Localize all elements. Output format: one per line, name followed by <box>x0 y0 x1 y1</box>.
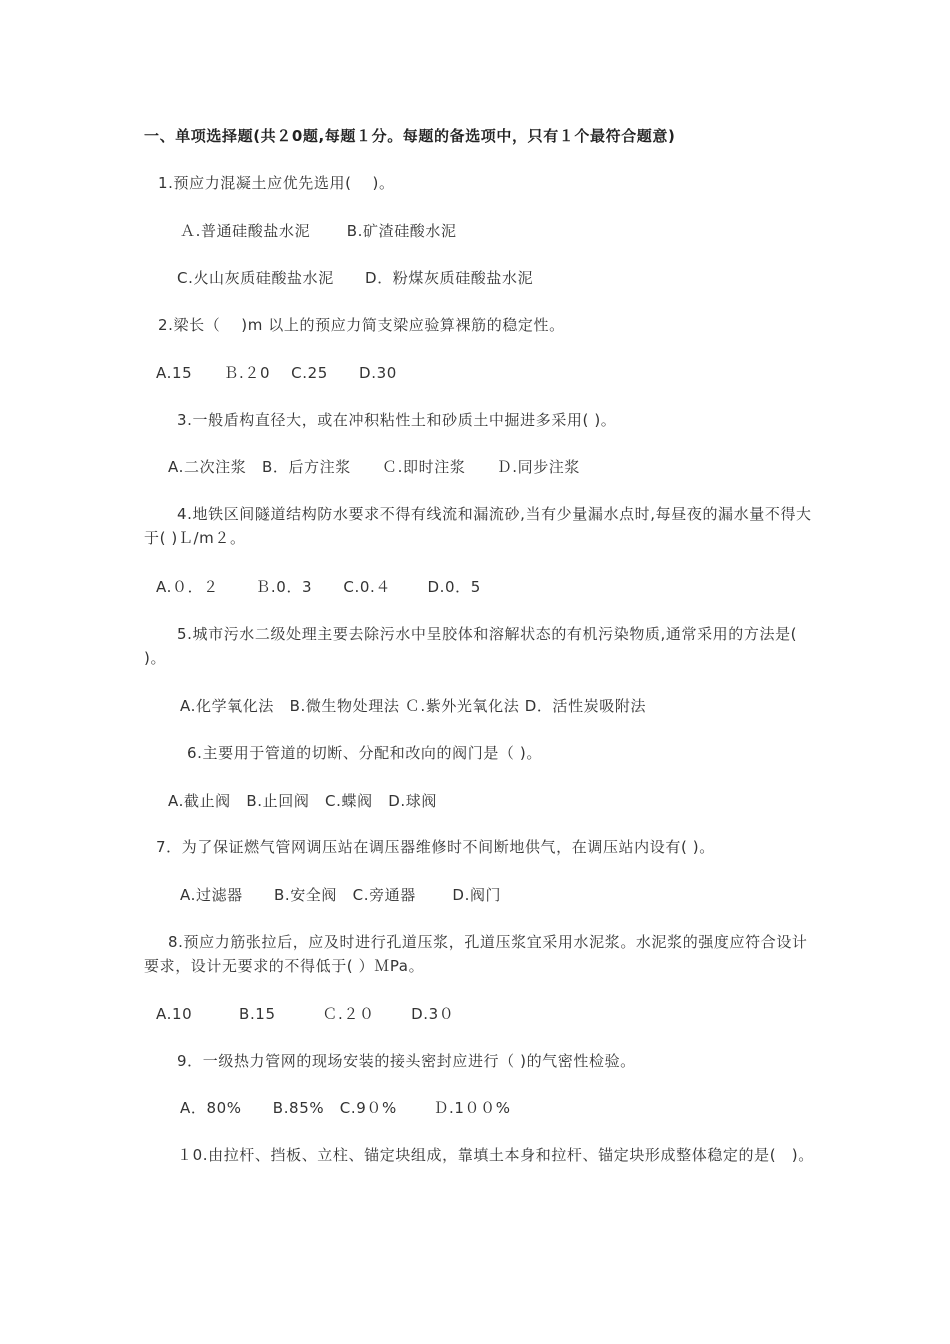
question-2-stem: 2.梁长（ )m 以上的预应力简支梁应验算裸筋的稳定性。 <box>158 316 565 334</box>
question-1-options-row-2: C.火山灰质硅酸盐水泥 D．粉煤灰质硅酸盐水泥 <box>177 269 534 287</box>
question-4-stem: 4.地铁区间隧道结构防水要求不得有线流和漏流砂,当有少量漏水点时,每昼夜的漏水量不得大于( )Ｌ/m２。 <box>144 505 812 547</box>
question-1-options-row-1: Ａ.普通硅酸盐水泥 B.矿渣硅酸水泥 <box>180 222 457 240</box>
question-6-stem: 6.主要用于管道的切断、分配和改向的阀门是（ )。 <box>187 744 542 762</box>
section-title: 一、单项选择题(共２0题,每题１分。每题的备选项中，只有１个最符合题意) <box>144 127 676 145</box>
question-2-options: A.15 Ｂ.２0 C.25 D.30 <box>156 364 397 382</box>
question-7-options: A.过滤器 B.安全阀 C.旁通器 D.阀门 <box>180 886 502 904</box>
question-8-stem: 8.预应力筋张拉后，应及时进行孔道压浆，孔道压浆宜采用水泥浆。水泥浆的强度应符合设计要求，设计无要求的不得低于( ）ＭPa。 <box>144 933 808 975</box>
question-6-options: A.截止阀 B.止回阀 C.蝶阀 D.球阀 <box>168 792 437 810</box>
question-4-options: A.０．２ Ｂ.0．3 C.0.４ D.0．5 <box>156 578 481 596</box>
question-1-stem: 1.预应力混凝土应优先选用( )。 <box>158 174 395 192</box>
question-7-stem: 7．为了保证燃气管网调压站在调压器维修时不间断地供气，在调压站内设有( )。 <box>156 838 715 856</box>
question-5-options: A.化学氧化法 B.微生物处理法 Ｃ.紫外光氧化法 D．活性炭吸附法 <box>180 697 647 715</box>
question-9-options: A．80% B.85% C.9０% Ｄ.1００% <box>180 1099 511 1117</box>
question-5-stem: 5.城市污水二级处理主要去除污水中呈胶体和溶解状态的有机污染物质,通常采用的方法是( )。 <box>144 625 798 667</box>
question-9-stem: 9．一级热力管网的现场安装的接头密封应进行（ )的气密性检验。 <box>177 1052 636 1070</box>
question-8-options: A.10 B.15 Ｃ.２０ D.3０ <box>156 1005 455 1023</box>
question-3-stem: 3.一般盾构直径大，或在冲积粘性土和砂质土中掘进多采用( )。 <box>177 411 617 429</box>
question-3-options: A.二次注浆 B．后方注浆 Ｃ.即时注浆 Ｄ.同步注浆 <box>168 458 580 476</box>
question-10-stem: １0.由拉杆、挡板、立柱、锚定块组成，靠填土本身和拉杆、锚定块形成整体稳定的是( )。 <box>177 1146 814 1164</box>
